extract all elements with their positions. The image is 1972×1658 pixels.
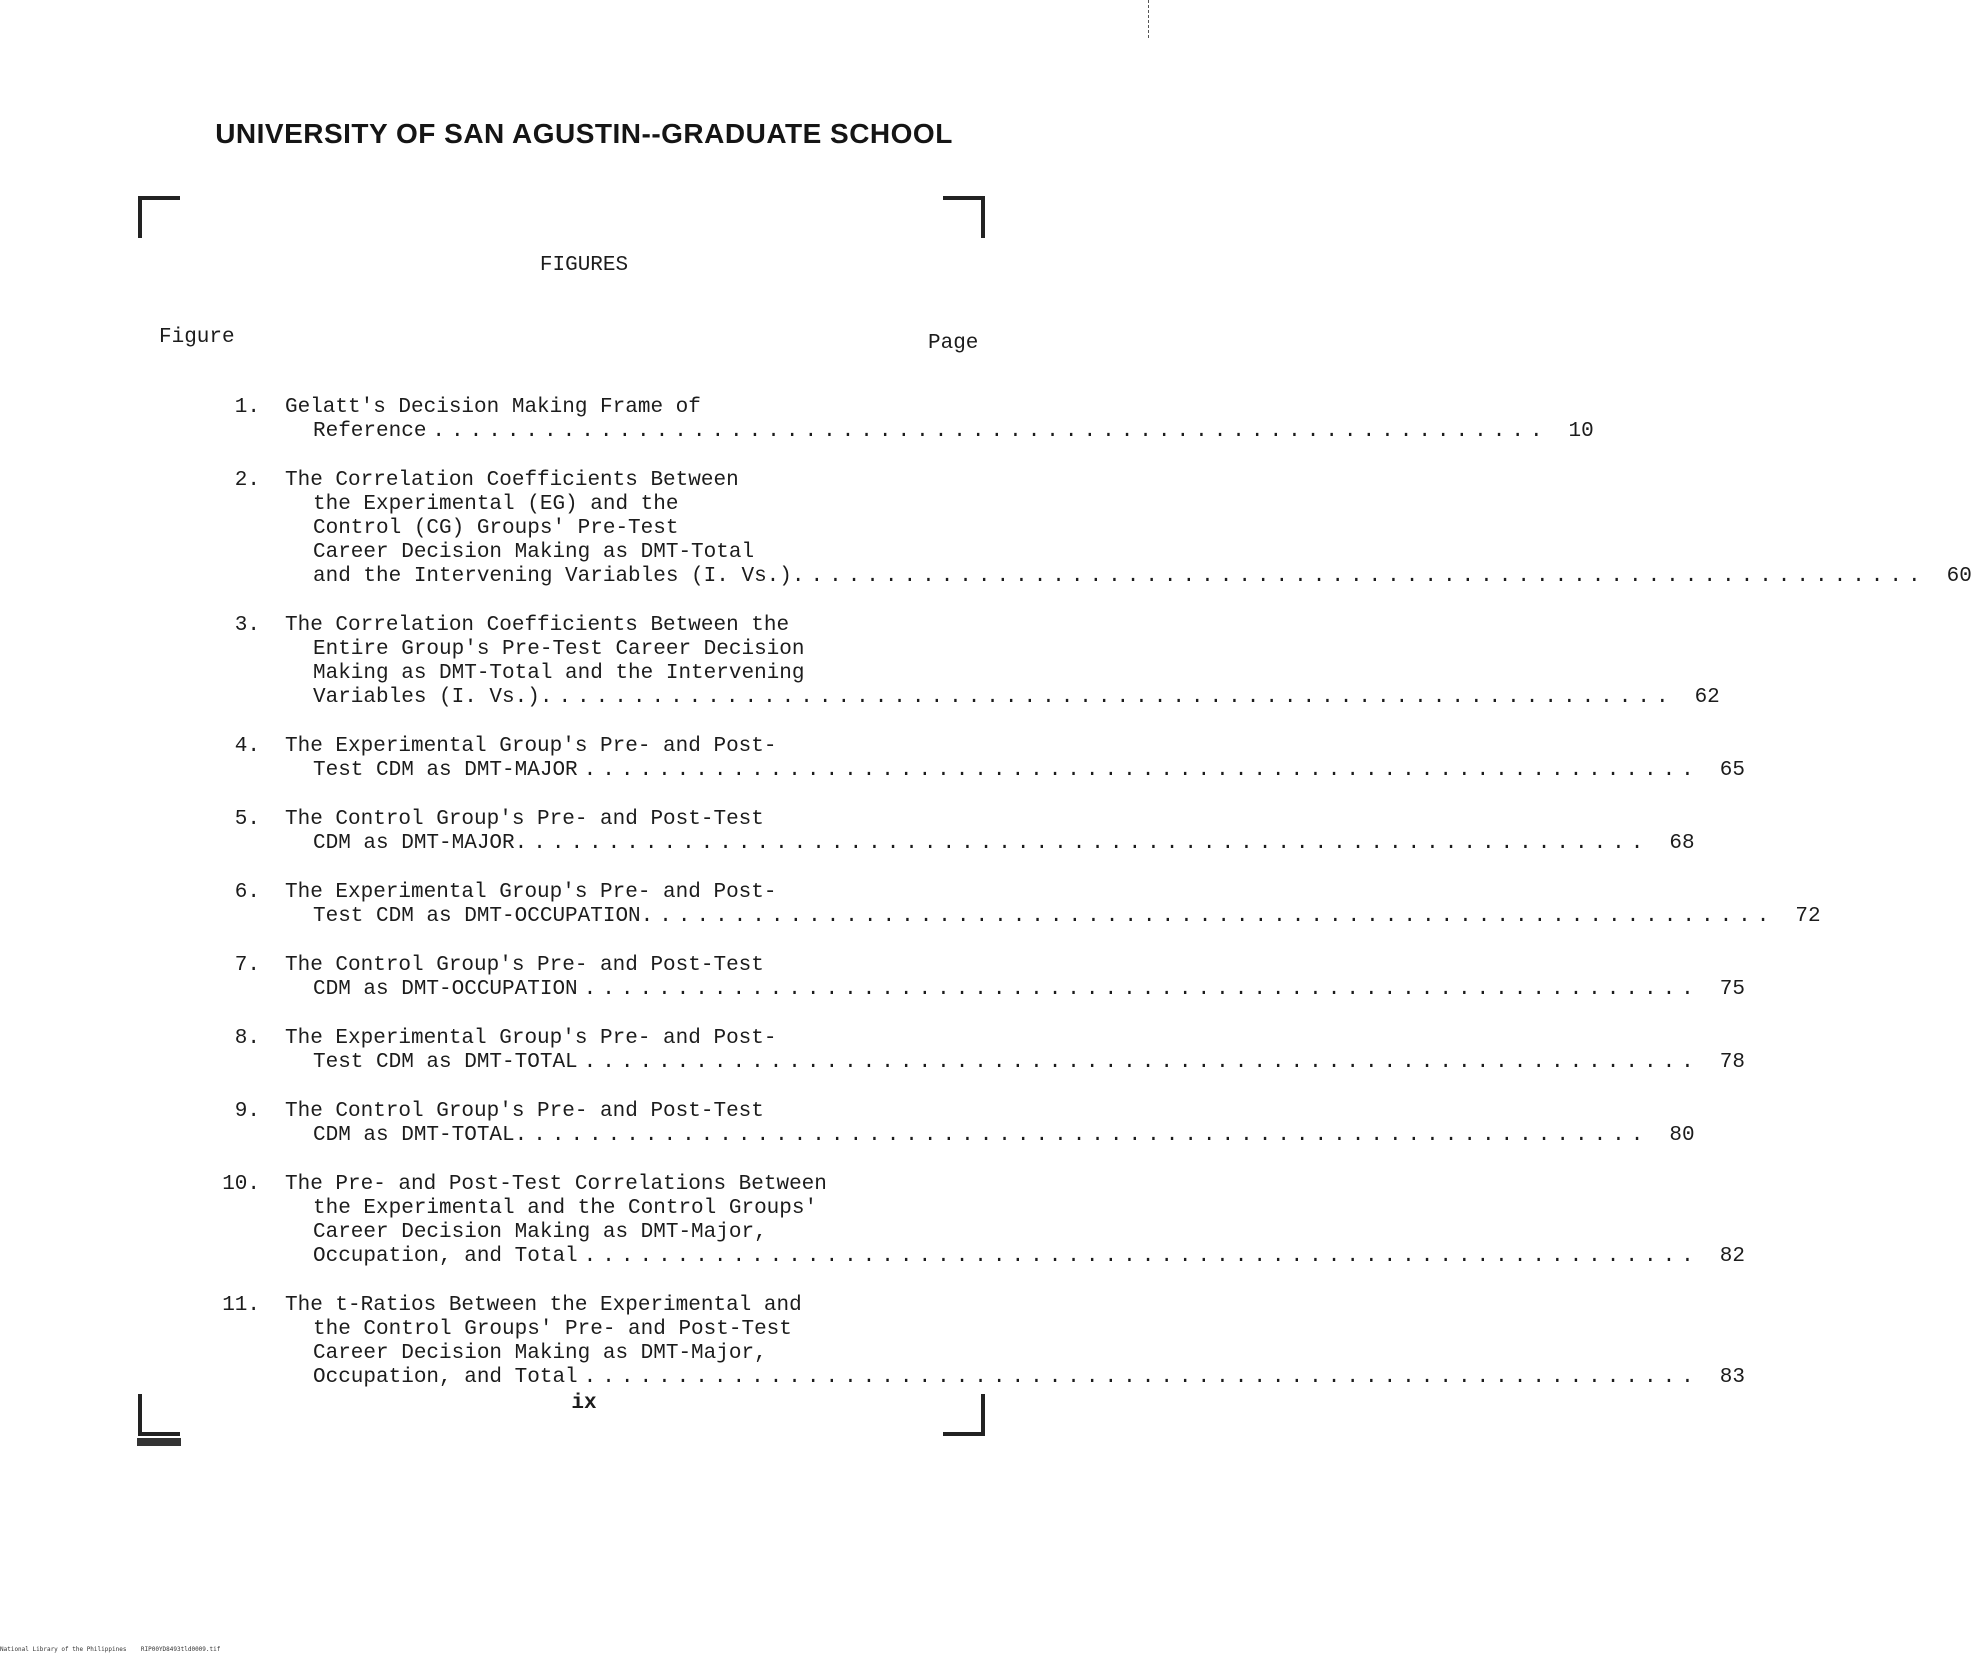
figure-entry: [200, 1294, 1745, 1390]
figure-number: 2.: [234, 469, 260, 492]
dot-leader: ............................................................: [659, 905, 1776, 928]
figure-title-line: Reference: [313, 420, 427, 443]
figure-title-line: Test CDM as DMT-MAJOR: [313, 759, 578, 782]
figure-title-line: Making as DMT-Total and the Intervening: [313, 662, 805, 685]
figure-page-number: 62: [1694, 686, 1720, 709]
figure-title-line: The Control Group's Pre- and Post-Test: [285, 1100, 764, 1123]
corner-mark-top-left: [138, 196, 180, 238]
figure-title-last-line: [285, 905, 1821, 929]
figure-number: 4.: [234, 735, 260, 758]
corner-mark-top-right: [943, 196, 985, 238]
figure-number: 7.: [234, 954, 260, 977]
figure-title-line: The Correlation Coefficients Between: [285, 469, 739, 492]
page-number: ix: [571, 1392, 597, 1415]
figure-number: 9.: [234, 1100, 260, 1123]
figure-number: 10.: [222, 1173, 260, 1196]
figure-entry: [200, 1100, 1695, 1148]
figure-number: 3.: [234, 614, 260, 637]
figure-page-number: 65: [1719, 759, 1745, 782]
figure-entry: [200, 954, 1745, 1002]
figure-page-number: 72: [1795, 905, 1821, 928]
figure-title-line: Gelatt's Decision Making Frame of: [285, 396, 701, 419]
figure-title-last-line: [285, 420, 1594, 444]
figure-page-number: 80: [1669, 1124, 1695, 1147]
figure-title-line: Test CDM as DMT-OCCUPATION.: [313, 905, 654, 928]
dot-leader: ............................................................: [810, 565, 1927, 588]
figure-title-last-line: [285, 1366, 1745, 1390]
figure-page-number: 78: [1719, 1051, 1745, 1074]
figure-title-last-line: [285, 1245, 1745, 1269]
figure-page-number: 83: [1719, 1366, 1745, 1389]
figure-title-line: the Experimental (EG) and the: [313, 493, 679, 516]
figure-number: 1.: [234, 396, 260, 419]
figure-number: 6.: [234, 881, 260, 904]
dot-leader: ............................................................: [583, 1051, 1700, 1074]
figure-number: 11.: [222, 1294, 260, 1317]
figure-entry: [200, 1173, 1745, 1269]
figure-title-line: Career Decision Making as DMT-Major,: [313, 1221, 767, 1244]
figure-page-number: 82: [1719, 1245, 1745, 1268]
figure-title-line: Entire Group's Pre-Test Career Decision: [313, 638, 805, 661]
figure-entry: [200, 881, 1821, 929]
figure-title-last-line: [285, 759, 1745, 783]
figure-title-line: Career Decision Making as DMT-Major,: [313, 1342, 767, 1365]
column-heading-page: Page: [928, 332, 979, 355]
figure-page-number: 68: [1669, 832, 1695, 855]
figure-title-line: The Control Group's Pre- and Post-Test: [285, 954, 764, 977]
dot-leader: ............................................................: [583, 1245, 1700, 1268]
library-stamp: [137, 1438, 181, 1446]
figure-title-line: CDM as DMT-MAJOR.: [313, 832, 528, 855]
column-heading-figure: Figure: [159, 326, 235, 349]
figure-page-number: 60: [1946, 565, 1972, 588]
section-title: FIGURES: [539, 254, 629, 277]
figure-list: [200, 396, 1972, 1415]
dot-leader: ............................................................: [583, 978, 1700, 1001]
figure-title-line: Career Decision Making as DMT-Total: [313, 541, 755, 564]
figure-title-line: The Correlation Coefficients Between the: [285, 614, 790, 637]
scan-footer: National Library of the Philippines RIP00YD8493tld0009.tif: [0, 1646, 221, 1653]
figure-title-line: the Experimental and the Control Groups': [313, 1197, 818, 1220]
figure-entry: [200, 469, 1972, 589]
dot-leader: ............................................................: [583, 759, 1700, 782]
figure-title-line: The t-Ratios Between the Experimental and: [285, 1294, 802, 1317]
figure-number: 5.: [234, 808, 260, 831]
figure-title-line: CDM as DMT-TOTAL.: [313, 1124, 528, 1147]
figure-title-line: The Experimental Group's Pre- and Post-: [285, 1027, 777, 1050]
figure-title-line: Control (CG) Groups' Pre-Test: [313, 517, 679, 540]
figure-title-line: Occupation, and Total: [313, 1366, 578, 1389]
figure-number: 8.: [234, 1027, 260, 1050]
figure-title-last-line: [285, 565, 1972, 589]
scan-edge-mark: [1148, 0, 1150, 38]
figure-title-last-line: [285, 978, 1745, 1002]
figure-title-last-line: [285, 1124, 1695, 1148]
figure-entry: [200, 1027, 1745, 1075]
figure-title-line: The Pre- and Post-Test Correlations Between: [285, 1173, 827, 1196]
figure-title-line: Occupation, and Total: [313, 1245, 578, 1268]
university-header: UNIVERSITY OF SAN AGUSTIN--GRADUATE SCHOOL: [215, 118, 953, 149]
dot-leader: ............................................................: [533, 832, 1650, 855]
figure-title-last-line: [285, 686, 1720, 710]
figure-entry: [200, 396, 1594, 444]
figure-title-line: CDM as DMT-OCCUPATION: [313, 978, 578, 1001]
figure-title-line: The Experimental Group's Pre- and Post-: [285, 735, 777, 758]
figure-title-line: Test CDM as DMT-TOTAL: [313, 1051, 578, 1074]
dot-leader: ............................................................: [583, 1366, 1700, 1389]
figure-title-line: and the Intervening Variables (I. Vs.).: [313, 565, 805, 588]
figure-entry: [200, 735, 1745, 783]
figure-page-number: 75: [1719, 978, 1745, 1001]
figure-title-line: the Control Groups' Pre- and Post-Test: [313, 1318, 792, 1341]
figure-title-last-line: [285, 832, 1695, 856]
dot-leader: ............................................................: [533, 1124, 1650, 1147]
dot-leader: ............................................................: [432, 420, 1549, 443]
figure-page-number: 10: [1568, 420, 1594, 443]
figure-entry: [200, 614, 1720, 710]
figure-title-line: The Experimental Group's Pre- and Post-: [285, 881, 777, 904]
figure-entry: [200, 808, 1695, 856]
dot-leader: ............................................................: [558, 686, 1675, 709]
figure-title-line: The Control Group's Pre- and Post-Test: [285, 808, 764, 831]
figure-title-last-line: [285, 1051, 1745, 1075]
figure-title-line: Variables (I. Vs.).: [313, 686, 553, 709]
